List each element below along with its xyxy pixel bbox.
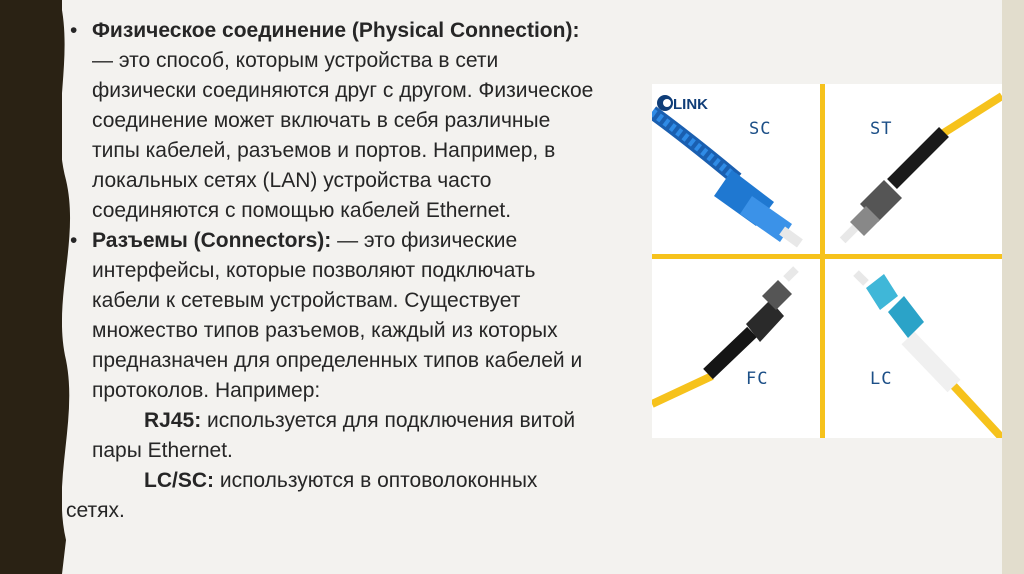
- label-st: ST: [870, 119, 893, 139]
- label-lc: LC: [870, 369, 893, 389]
- brand-logo: [657, 95, 708, 113]
- wave-edge: [0, 0, 80, 574]
- text-line: — это физические: [331, 229, 518, 252]
- example-rj45-cont: пары Ethernet.: [92, 439, 233, 462]
- example-lcsc: [70, 466, 660, 496]
- right-decorative-bar: [1002, 0, 1024, 574]
- bullet-connectors: [70, 226, 660, 406]
- lc-connector: [853, 270, 1002, 438]
- grid-divider-vertical: [820, 84, 825, 438]
- fc-connector: [652, 266, 799, 404]
- text-line: интерфейсы, которые позволяют подключать: [92, 259, 536, 282]
- bullet-title: Разъемы (Connectors):: [92, 229, 332, 252]
- example-term: RJ45:: [144, 409, 202, 432]
- text-line: локальных сетях (LAN) устройства часто: [92, 169, 492, 192]
- text-line: предназначен для определенных типов кабелей и: [92, 349, 583, 372]
- bullet-dot: •: [70, 19, 78, 42]
- connectors-image: [652, 84, 1002, 438]
- brand-text: LINK: [673, 96, 708, 113]
- grid-divider-horizontal: [652, 254, 1002, 259]
- text-line: типы кабелей, разъемов и портов. Например, в: [92, 139, 556, 162]
- text-line: множество типов разъемов, каждый из которых: [92, 319, 558, 342]
- label-fc: FC: [746, 369, 769, 389]
- text-line: соединение может включать в себя различные: [92, 109, 551, 132]
- example-term: LC/SC:: [144, 469, 214, 492]
- label-sc: SC: [749, 119, 772, 139]
- text-line: физически соединяются друг с другом. Физическое: [92, 79, 594, 102]
- text-line: соединяются с помощью кабелей Ethernet.: [92, 199, 512, 222]
- text-line: кабели к сетевым устройствам. Существует: [92, 289, 521, 312]
- example-text: используется для подключения витой: [201, 409, 576, 432]
- text-line: протоколов. Например:: [92, 379, 321, 402]
- sc-connector: [652, 112, 803, 248]
- bullet-dot: •: [70, 229, 78, 252]
- text-line: — это способ, которым устройства в сети: [92, 49, 499, 72]
- bullet-physical-connection: [70, 16, 660, 226]
- slide-text: [66, 16, 660, 526]
- example-lcsc-cont: сетях.: [66, 499, 125, 522]
- example-text: используются в оптоволоконных: [214, 469, 538, 492]
- example-rj45: [70, 406, 660, 436]
- bullet-title: Физическое соединение (Physical Connection):: [92, 19, 580, 42]
- st-connector: [840, 96, 1002, 243]
